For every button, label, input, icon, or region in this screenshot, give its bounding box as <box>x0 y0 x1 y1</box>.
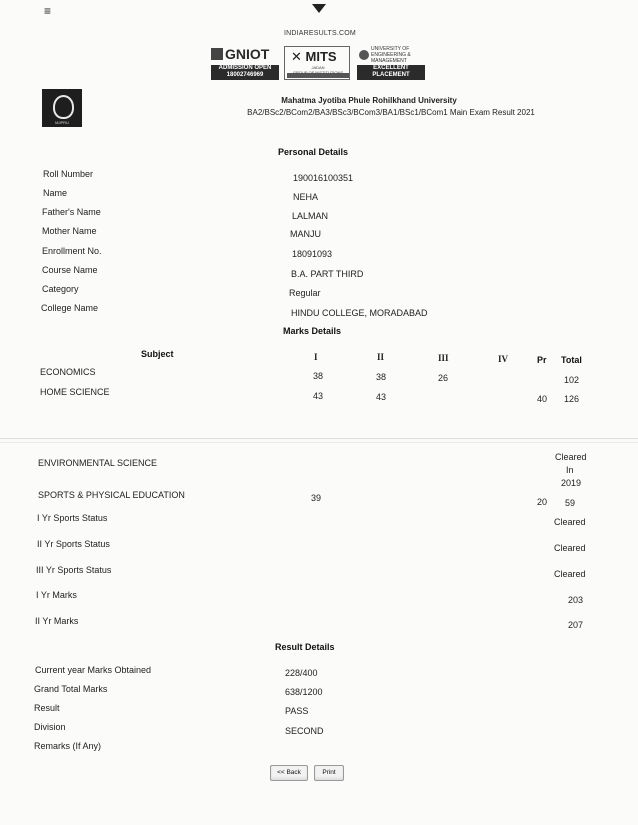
scan-seam <box>0 438 638 439</box>
mits-logo: ✕ MITS <box>291 49 337 64</box>
course-name-label: Course Name <box>42 265 98 275</box>
mits-ad-bar <box>287 73 349 78</box>
university-emblem-icon: MJPRU <box>42 89 82 127</box>
subject-economics: ECONOMICS <box>40 367 96 377</box>
economics-paper-2: 38 <box>376 372 387 382</box>
gniot-ad-band: ADMISSION OPEN 18002746969 <box>211 65 279 80</box>
gniot-logo-icon <box>211 48 223 60</box>
marks-header-practical: Pr <box>537 355 547 365</box>
scan-seam <box>0 442 638 443</box>
marks-header-paper-1: I <box>314 352 318 362</box>
course-name-value: B.A. PART THIRD <box>291 269 364 279</box>
gniot-ad[interactable] <box>211 46 279 80</box>
sports-status-year-3-label: III Yr Sports Status <box>36 565 112 575</box>
name-value: NEHA <box>293 192 319 202</box>
mits-ad-subtitle: JADAN <box>311 65 325 70</box>
year-1-marks-value: 203 <box>568 595 584 605</box>
home-science-practical: 40 <box>537 394 548 404</box>
year-2-marks-value: 207 <box>568 620 584 630</box>
mother-name-value: MANJU <box>290 229 321 239</box>
year-2-marks-label: II Yr Marks <box>35 616 79 626</box>
roll-number-label: Roll Number <box>43 169 94 179</box>
university-name: Mahatma Jyotiba Phule Rohilkhand University <box>281 96 457 105</box>
home-science-paper-2: 43 <box>376 392 387 402</box>
category-label: Category <box>42 284 79 294</box>
marks-header-paper-2: II <box>377 352 385 362</box>
gniot-logo: GNIOT <box>211 46 279 63</box>
division-value: SECOND <box>285 726 324 736</box>
sports-status-year-1-value: Cleared <box>554 517 586 527</box>
grand-total-marks-label: Grand Total Marks <box>34 684 108 694</box>
marks-header-paper-4: IV <box>498 354 509 364</box>
current-year-marks-label: Current year Marks Obtained <box>35 665 152 675</box>
division-label: Division <box>34 722 66 732</box>
subject-environmental-science: ENVIRONMENTAL SCIENCE <box>38 458 158 468</box>
home-science-total: 126 <box>564 394 580 404</box>
site-name[interactable]: INDIARESULTS.COM <box>284 30 356 37</box>
exam-title: BA2/BSc2/BCom2/BA3/BSc3/BCom3/BA1/BSc1/BCom1 Main Exam Result 2021 <box>247 108 535 117</box>
name-label: Name <box>43 188 68 198</box>
economics-paper-1: 38 <box>313 371 324 381</box>
fathers-name-value: LALMAN <box>292 211 329 221</box>
remarks-label: Remarks (If Any) <box>34 741 102 751</box>
grand-total-marks-value: 638/1200 <box>285 687 323 697</box>
roll-number-value: 190016100351 <box>293 173 354 183</box>
environmental-science-status-2: In <box>566 465 574 475</box>
sports-practical: 20 <box>537 497 548 507</box>
enrollment-no-label: Enrollment No. <box>42 246 102 256</box>
result-value: PASS <box>285 706 309 716</box>
sports-status-year-3-value: Cleared <box>554 569 586 579</box>
print-button[interactable]: Print <box>314 765 344 781</box>
sports-status-year-2-value: Cleared <box>554 543 586 553</box>
heart-icon <box>312 4 326 13</box>
marks-details-title: Marks Details <box>283 326 342 336</box>
marks-header-paper-3: III <box>438 353 449 363</box>
economics-paper-3: 26 <box>438 373 449 383</box>
result-label: Result <box>34 703 60 713</box>
sports-status-year-1-label: I Yr Sports Status <box>37 513 108 523</box>
current-year-marks-value: 228/400 <box>285 668 318 678</box>
subject-home-science: HOME SCIENCE <box>40 387 110 397</box>
sports-status-year-2-label: II Yr Sports Status <box>37 539 110 549</box>
university-ad-text: UNIVERSITY OF ENGINEERING & MANAGEMENT <box>371 46 411 64</box>
result-details-title: Result Details <box>275 642 335 652</box>
environmental-science-status-3: 2019 <box>561 478 582 488</box>
personal-details-title: Personal Details <box>278 147 349 157</box>
mits-ad[interactable] <box>284 46 350 80</box>
enrollment-no-value: 18091093 <box>292 249 333 259</box>
mother-name-label: Mother Name <box>42 226 97 236</box>
university-logo-icon <box>359 50 369 60</box>
marks-header-total: Total <box>561 355 582 365</box>
sports-paper-1: 39 <box>311 493 322 503</box>
home-science-paper-1: 43 <box>313 391 324 401</box>
subject-sports: SPORTS & PHYSICAL EDUCATION <box>38 490 185 500</box>
fathers-name-label: Father's Name <box>42 207 101 217</box>
university-ad-band: EXCELLENT PLACEMENT <box>357 65 425 80</box>
college-name-value: HINDU COLLEGE, MORADABAD <box>291 308 428 318</box>
category-value: Regular <box>289 288 321 298</box>
year-1-marks-label: I Yr Marks <box>36 590 77 600</box>
college-name-label: College Name <box>41 303 99 313</box>
sports-total: 59 <box>565 498 576 508</box>
university-ad[interactable] <box>357 46 425 80</box>
back-button[interactable]: << Back <box>270 765 308 781</box>
environmental-science-status-1: Cleared <box>555 452 587 462</box>
marks-header-subject: Subject <box>141 349 174 359</box>
economics-total: 102 <box>564 375 580 385</box>
menu-icon[interactable]: ≡ <box>44 4 52 18</box>
